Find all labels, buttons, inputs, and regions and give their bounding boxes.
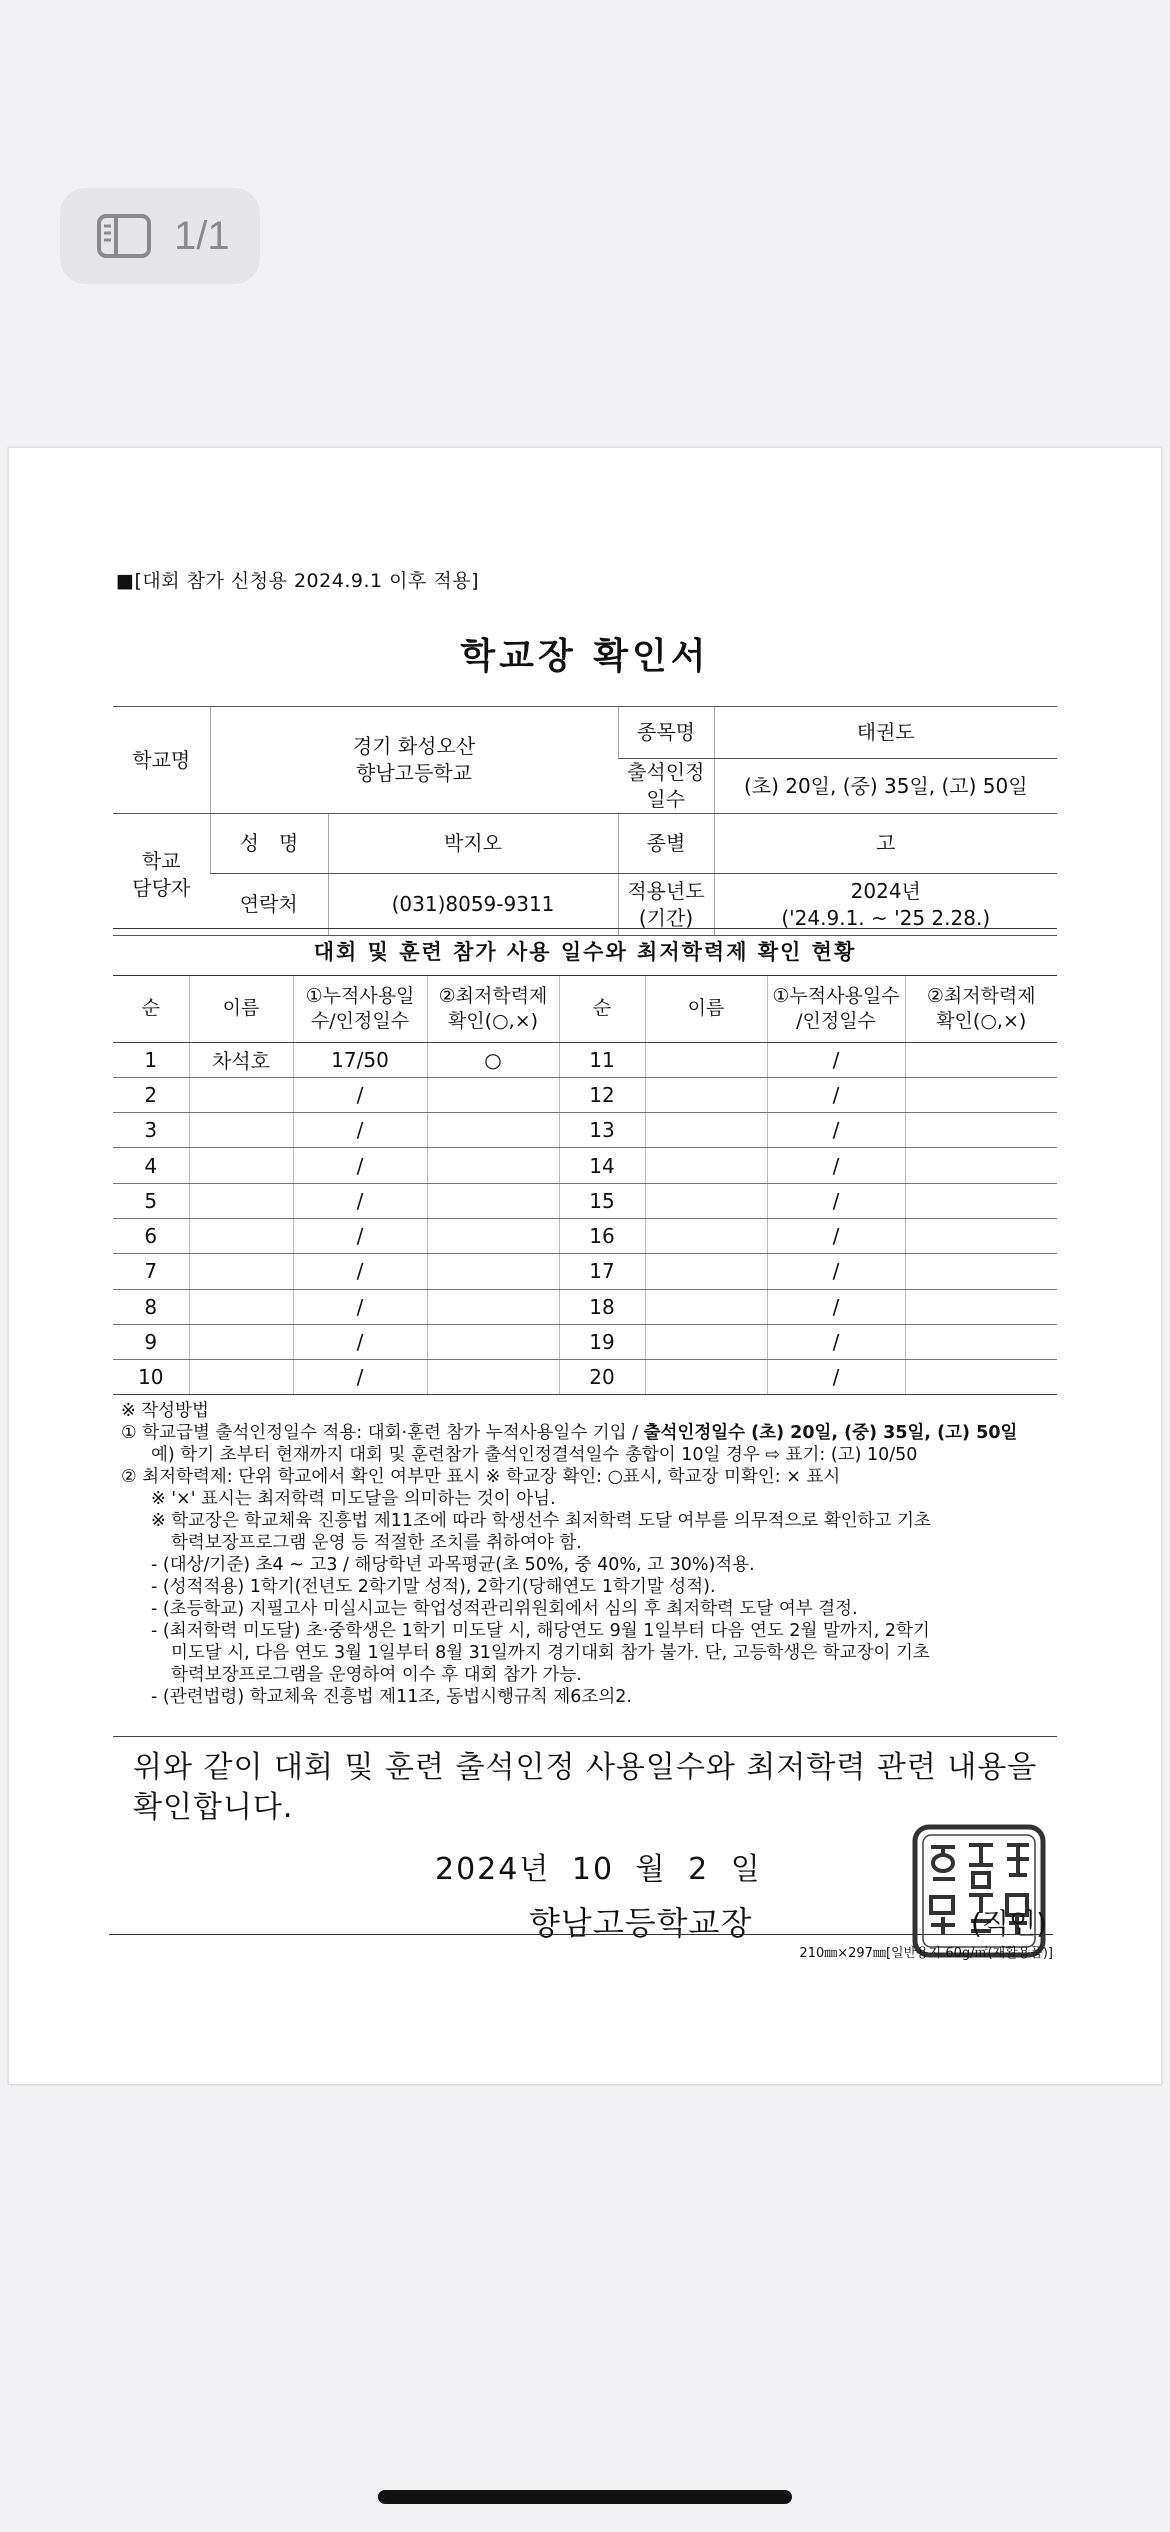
cell-days: /: [293, 1254, 427, 1289]
instruction-line: - (관련법령) 학교체육 진흥법 제11조, 동법시행규칙 제6조의2.: [151, 1687, 632, 1707]
cell-name: [189, 1148, 293, 1183]
instruction-line: ② 최저학력제: 단위 학교에서 확인 여부만 표시 ※ 학교장 확인: ○표시, 학교장 미확인: × 표시: [121, 1467, 841, 1487]
table-row: [113, 1042, 1057, 1077]
cell-days-r: /: [767, 1113, 905, 1148]
cell-days-r: /: [767, 1148, 905, 1183]
header-days-right: ①누적사용일수 /인정일수: [767, 976, 905, 1042]
cell-no: 5: [113, 1183, 189, 1218]
cell-name-r: [645, 1289, 767, 1324]
issue-date: 2024년 10 월 2 일: [435, 1852, 762, 1887]
sport-label: 종목명: [618, 707, 714, 759]
cell-name-r: [645, 1254, 767, 1289]
instruction-line: 미도달 시, 다음 연도 3월 1일부터 8월 31일까지 경기대회 참가 불가. 단, 고등학생은 학교장이 기초: [171, 1643, 930, 1663]
cell-days-r: /: [767, 1042, 905, 1077]
cell-no: 4: [113, 1148, 189, 1183]
cell-name: [189, 1254, 293, 1289]
cell-name: [189, 1077, 293, 1112]
cell-days: /: [293, 1324, 427, 1359]
cell-name: [189, 1218, 293, 1253]
cell-check-r: [905, 1324, 1057, 1359]
table-row: [113, 1183, 1057, 1218]
status-subheading: 대회 및 훈련 참가 사용 일수와 최저학력제 확인 현황: [113, 928, 1057, 976]
table-row: [113, 1148, 1057, 1183]
instruction-line: 학력보장프로그램을 운영하여 이수 후 대회 참가 가능.: [171, 1665, 582, 1685]
cell-check: [427, 1360, 559, 1395]
seal-label: (직인): [971, 1907, 1047, 1940]
table-header-row: [113, 976, 1057, 1042]
paper-spec: 210㎜×297㎜[일반용지 60g/㎡(재활용품)]: [799, 1946, 1053, 1961]
cell-no-r: 18: [559, 1289, 645, 1324]
cell-days: /: [293, 1113, 427, 1148]
header-name-right: 이름: [645, 976, 767, 1042]
instruction-line: 학력보장프로그램 운영 등 적절한 조치를 취하여야 함.: [171, 1533, 582, 1553]
principal-title: 향남고등학교장: [529, 1904, 753, 1942]
table-row: [113, 1289, 1057, 1324]
year-value: 2024년 ('24.9.1. ~ '25 2.28.): [714, 874, 1057, 936]
header-check: ②최저학력제 확인(○,×): [427, 976, 559, 1042]
usage-note: ■[대회 참가 신청용 2024.9.1 이후 적용]: [116, 570, 479, 592]
instruction-line: - (성적적용) 1학기(전년도 2학기말 성적), 2학기(당해연도 1학기말 성적).: [151, 1577, 716, 1597]
cell-days-r: /: [767, 1360, 905, 1395]
cell-check-r: [905, 1360, 1057, 1395]
cell-days-r: /: [767, 1183, 905, 1218]
cell-check: [427, 1148, 559, 1183]
document-page: [8, 447, 1162, 2085]
name-value: 박지오: [328, 814, 618, 874]
cell-check: [427, 1289, 559, 1324]
cell-no: 9: [113, 1324, 189, 1359]
cell-name: 차석호: [189, 1042, 293, 1077]
cell-days: /: [293, 1077, 427, 1112]
cell-check-r: [905, 1254, 1057, 1289]
type-label: 종별: [618, 814, 714, 874]
cell-check: [427, 1113, 559, 1148]
contact-value: (031)8059-9311: [328, 874, 618, 936]
cell-check: [427, 1183, 559, 1218]
cell-name: [189, 1360, 293, 1395]
cell-no: 1: [113, 1042, 189, 1077]
instruction-line: 예) 학기 초부터 현재까지 대회 및 훈련참가 출석인정결석일수 총합이 10일 경우 ⇨ 표기: (고) 10/50: [151, 1445, 918, 1465]
cell-days: /: [293, 1218, 427, 1253]
cell-no: 3: [113, 1113, 189, 1148]
type-value: 고: [714, 814, 1057, 874]
cell-name: [189, 1289, 293, 1324]
cell-days-r: /: [767, 1324, 905, 1359]
cell-name: [189, 1113, 293, 1148]
table-row: [113, 1218, 1057, 1253]
cell-no-r: 14: [559, 1148, 645, 1183]
page-count: 1/1: [174, 213, 230, 258]
cell-no: 2: [113, 1077, 189, 1112]
cell-check-r: [905, 1289, 1057, 1324]
cell-check-r: [905, 1077, 1057, 1112]
cell-no-r: 16: [559, 1218, 645, 1253]
cell-check: ○: [427, 1042, 559, 1077]
cell-check-r: [905, 1042, 1057, 1077]
cell-name-r: [645, 1113, 767, 1148]
sport-value: 태권도: [714, 707, 1057, 759]
cell-check-r: [905, 1148, 1057, 1183]
instruction-line: - (대상/기준) 초4 ~ 고3 / 해당학년 과목평균(초 50%, 중 40%, 고 30%)적용.: [151, 1555, 755, 1575]
cell-check-r: [905, 1113, 1057, 1148]
cell-no-r: 19: [559, 1324, 645, 1359]
cell-name-r: [645, 1042, 767, 1077]
instruction-line: ※ 학교장은 학교체육 진흥법 제11조에 따라 학생선수 최저학력 도달 여부를 의무적으로 확인하고 기초: [151, 1511, 931, 1531]
instruction-line: - (초등학교) 지필고사 미실시교는 학업성적관리위원회에서 심의 후 최저학력 도달 여부 결정.: [151, 1599, 858, 1619]
cell-name: [189, 1324, 293, 1359]
cell-no-r: 20: [559, 1360, 645, 1395]
cell-no-r: 13: [559, 1113, 645, 1148]
header-no-right: 순: [559, 976, 645, 1042]
instruction-line: ① 학교급별 출석인정일수 적용: 대회·훈련 참가 누적사용일수 기입 / 출석인정일수 (초) 20일, (중) 35일, (고) 50일: [121, 1423, 1018, 1443]
table-row: [113, 1113, 1057, 1148]
header-days: ①누적사용일 수/인정일수: [293, 976, 427, 1042]
table-row: [113, 1360, 1057, 1395]
table-row: [113, 1324, 1057, 1359]
cell-name-r: [645, 1077, 767, 1112]
cell-days-r: /: [767, 1289, 905, 1324]
staff-label: 학교 담당자: [113, 814, 210, 936]
sidebar-icon: [96, 212, 152, 260]
attend-value: (초) 20일, (중) 35일, (고) 50일: [714, 759, 1057, 814]
instruction-line: - (최저학력 미도달) 초·중학생은 1학기 미도달 시, 해당연도 9월 1일부터 다음 연도 2월 말까지, 2학기: [151, 1621, 930, 1641]
table-row: [113, 1254, 1057, 1289]
school-label: 학교명: [113, 707, 210, 814]
instruction-line: ※ '×' 표시는 최저학력 미도달을 의미하는 것이 아님.: [151, 1489, 556, 1509]
attendance-table: [113, 976, 1057, 1395]
cell-no-r: 11: [559, 1042, 645, 1077]
cell-no: 10: [113, 1360, 189, 1395]
attend-label: 출석인정 일수: [618, 759, 714, 814]
cell-no: 7: [113, 1254, 189, 1289]
footer-divider: [109, 1934, 1053, 1935]
home-indicator[interactable]: [378, 2490, 792, 2504]
cell-days: /: [293, 1148, 427, 1183]
confirmation-text: 위와 같이 대회 및 훈련 출석인정 사용일수와 최저학력 관련 내용을 확인합니다.: [133, 1750, 1038, 1825]
cell-name-r: [645, 1324, 767, 1359]
divider: [113, 1736, 1057, 1737]
instructions: [121, 1400, 1061, 1708]
info-table: [113, 706, 1057, 936]
year-label: 적용년도 (기간): [618, 874, 714, 936]
cell-days-r: /: [767, 1077, 905, 1112]
cell-days: /: [293, 1360, 427, 1395]
cell-no: 6: [113, 1218, 189, 1253]
cell-days: /: [293, 1289, 427, 1324]
document-title: 학교장 확인서: [460, 636, 710, 677]
cell-check-r: [905, 1183, 1057, 1218]
cell-check: [427, 1254, 559, 1289]
cell-name-r: [645, 1218, 767, 1253]
cell-check-r: [905, 1218, 1057, 1253]
cell-no-r: 17: [559, 1254, 645, 1289]
cell-days: /: [293, 1183, 427, 1218]
cell-no: 8: [113, 1289, 189, 1324]
school-value: 경기 화성오산 향남고등학교: [210, 707, 618, 814]
cell-days-r: /: [767, 1218, 905, 1253]
header-check-right: ②최저학력제 확인(○,×): [905, 976, 1057, 1042]
cell-check: [427, 1077, 559, 1112]
cell-no-r: 12: [559, 1077, 645, 1112]
cell-check: [427, 1324, 559, 1359]
cell-name-r: [645, 1360, 767, 1395]
contact-label: 연락처: [210, 874, 328, 936]
cell-name-r: [645, 1183, 767, 1218]
cell-check: [427, 1218, 559, 1253]
table-row: [113, 1077, 1057, 1112]
page-count-pill[interactable]: [60, 188, 260, 284]
header-no: 순: [113, 976, 189, 1042]
header-name: 이름: [189, 976, 293, 1042]
instructions-heading: ※ 작성방법: [121, 1401, 209, 1421]
cell-days: 17/50: [293, 1042, 427, 1077]
cell-days-r: /: [767, 1254, 905, 1289]
cell-no-r: 15: [559, 1183, 645, 1218]
cell-name: [189, 1183, 293, 1218]
cell-name-r: [645, 1148, 767, 1183]
name-label: 성 명: [210, 814, 328, 874]
